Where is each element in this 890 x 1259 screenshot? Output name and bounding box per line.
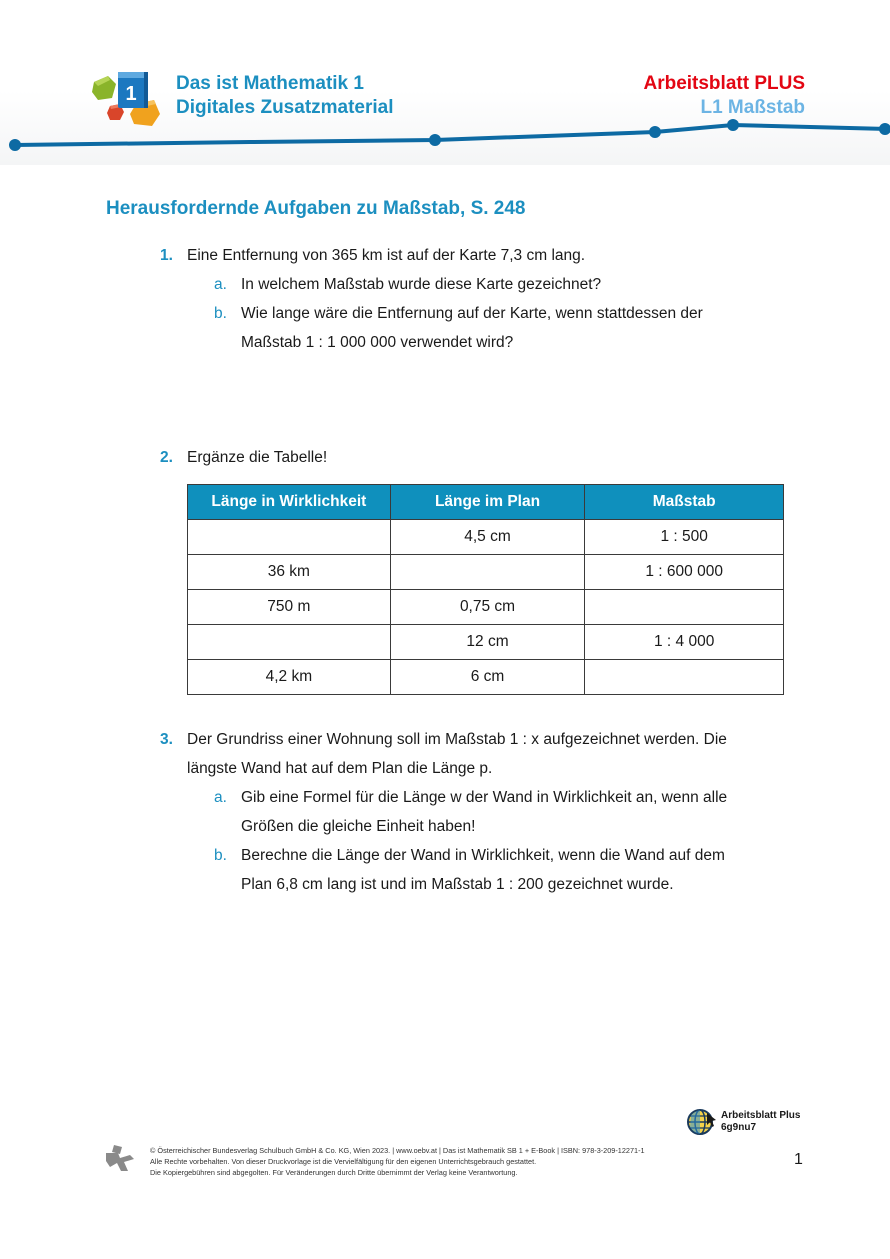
- arbeitsblatt-plus-badge[interactable]: [687, 1107, 807, 1137]
- table-row: [188, 625, 784, 660]
- table-row: [188, 555, 784, 590]
- subtask-a-continuation: Größen die gleiche Einheit haben!: [241, 818, 476, 835]
- timeline-dot: [429, 134, 441, 146]
- subtask-letter: b.: [214, 305, 227, 322]
- cell-plan-length: 12 cm: [390, 625, 585, 660]
- subtask-a: a. In welchem Maßstab wurde diese Karte gezeichnet?: [160, 270, 703, 299]
- timeline-dot: [879, 123, 890, 135]
- column-header-plan-length: Länge im Plan: [390, 485, 585, 520]
- arbeitsblatt-plus-code: 6g9nu7: [721, 1122, 757, 1133]
- task-line: 2. Ergänze die Tabelle!: [160, 443, 327, 472]
- footer-copyright: [150, 1145, 645, 1178]
- page-number: 1: [794, 1151, 803, 1168]
- column-header-real-length: Länge in Wirklichkeit: [188, 485, 391, 520]
- scale-table: [187, 484, 784, 695]
- brand-subtitle: Digitales Zusatzmaterial: [176, 97, 394, 118]
- table-row: [188, 660, 784, 695]
- cell-real-length: 36 km: [188, 555, 391, 590]
- subtask-letter: b.: [214, 847, 227, 864]
- cell-scale: 1 : 4 000: [585, 625, 784, 660]
- cell-real-length: 4,2 km: [188, 660, 391, 695]
- cell-plan-length: 6 cm: [390, 660, 585, 695]
- oebv-logo-icon: [104, 1143, 136, 1173]
- subtask-b-continuation: Plan 6,8 cm lang ist und im Maßstab 1 : 200 gezeichnet wurde.: [241, 876, 674, 893]
- subtask-b: b. Wie lange wäre die Entfernung auf der Karte, wenn stattdessen der: [160, 299, 703, 328]
- timeline-dot: [649, 126, 661, 138]
- table-row: [188, 590, 784, 625]
- footer-line: Die Kopiergebühren sind abgegolten. Für Veränderungen durch Dritte übernimmt der Verlag keine Verantwortung.: [150, 1168, 518, 1177]
- timeline-decoration: [0, 115, 890, 160]
- task-line: 3. Der Grundriss einer Wohnung soll im Maßstab 1 : x aufgezeichnet werden. Die: [160, 725, 727, 754]
- task-1: [160, 241, 703, 357]
- cell-plan-length: 4,5 cm: [390, 520, 585, 555]
- cell-plan-length: 0,75 cm: [390, 590, 585, 625]
- subtask-b: b. Berechne die Länge der Wand in Wirklichkeit, wenn die Wand auf dem: [160, 841, 727, 870]
- timeline-dot: [727, 119, 739, 131]
- task-line-continuation: längste Wand hat auf dem Plan die Länge p.: [187, 760, 493, 777]
- column-header-scale: Maßstab: [585, 485, 784, 520]
- sheet-type-label: Arbeitsblatt PLUS: [643, 73, 805, 94]
- page-title: Herausfordernde Aufgaben zu Maßstab, S. 248: [106, 198, 526, 219]
- subtask-a: a. Gib eine Formel für die Länge w der Wand in Wirklichkeit an, wenn alle: [160, 783, 727, 812]
- sheet-topic-label: L1 Maßstab: [700, 97, 805, 118]
- cell-scale[interactable]: [585, 590, 784, 625]
- subtask-letter: a.: [214, 789, 227, 806]
- timeline-dot: [9, 139, 21, 151]
- arbeitsblatt-plus-title: Arbeitsblatt Plus: [721, 1110, 801, 1121]
- cell-scale: 1 : 600 000: [585, 555, 784, 590]
- brand-title: Das ist Mathematik 1: [176, 73, 364, 94]
- task-2: [160, 443, 327, 472]
- footer-line: Alle Rechte vorbehalten. Von dieser Druckvorlage ist die Vervielfältigung für den eigenen Unterrichtsgebrauch gestattet.: [150, 1157, 537, 1166]
- svg-text:1: 1: [125, 83, 137, 105]
- subtask-b-continuation: Maßstab 1 : 1 000 000 verwendet wird?: [241, 334, 514, 351]
- cell-real-length[interactable]: [188, 520, 391, 555]
- task-line: 1. Eine Entfernung von 365 km ist auf der Karte 7,3 cm lang.: [160, 241, 703, 270]
- cell-scale[interactable]: [585, 660, 784, 695]
- table-header-row: [188, 485, 784, 520]
- cell-real-length[interactable]: [188, 625, 391, 660]
- globe-cursor-icon: [687, 1107, 717, 1137]
- cell-plan-length[interactable]: [390, 555, 585, 590]
- task-number: 3.: [160, 731, 173, 748]
- subtask-letter: a.: [214, 276, 227, 293]
- task-number: 2.: [160, 449, 173, 466]
- cell-scale: 1 : 500: [585, 520, 784, 555]
- cell-real-length: 750 m: [188, 590, 391, 625]
- footer-line: © Österreichischer Bundesverlag Schulbuch GmbH & Co. KG, Wien 2023. | www.oebv.at | Das ist Mathematik SB 1 + E-Book | ISBN: 978-3-209-12271-1: [150, 1146, 645, 1155]
- table-row: [188, 520, 784, 555]
- task-3: [160, 725, 727, 899]
- task-number: 1.: [160, 247, 173, 264]
